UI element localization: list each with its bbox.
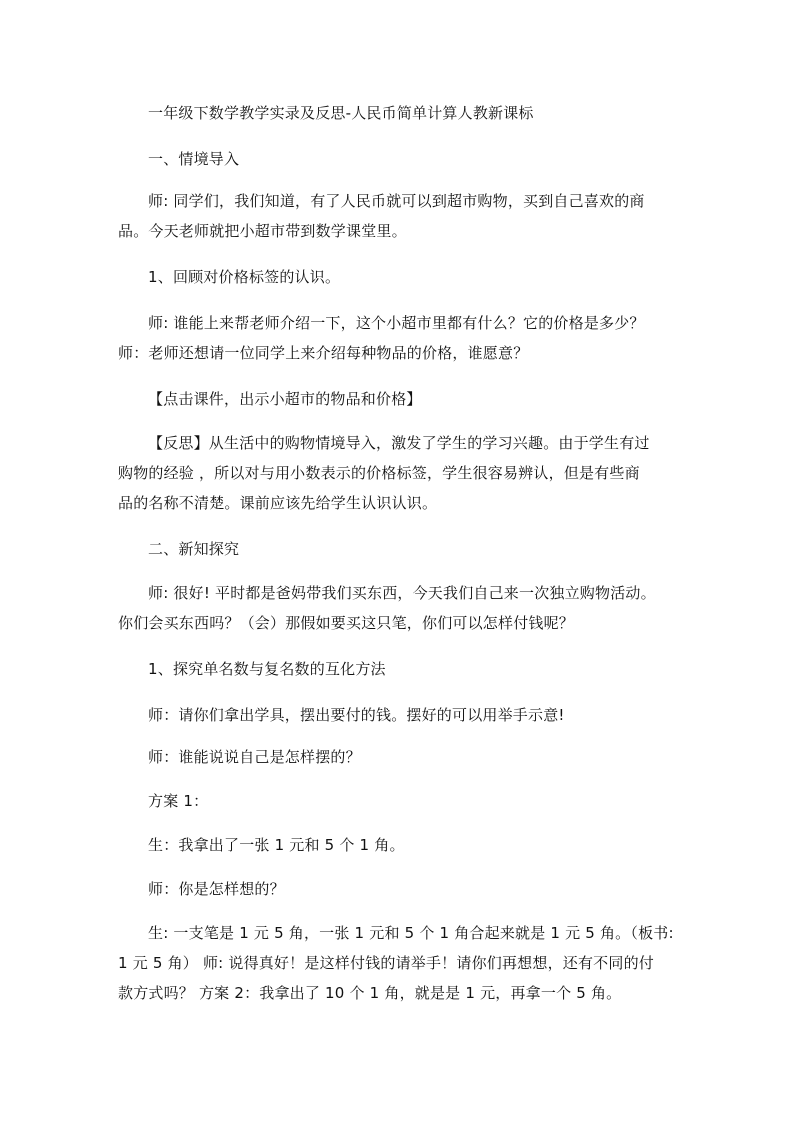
section-heading-explore	[118, 534, 708, 564]
final-line-3: 款方式吗？ 方案 2：我拿出了 10 个 1 角，就是是 1 元，再拿一个 5 角。	[118, 984, 622, 1002]
item-heading-price-tags	[118, 262, 708, 292]
explore-line-2: 你们会买东西吗？（会）那假如要买这只笔，你们可以怎样付钱呢？	[118, 614, 575, 632]
reflection-line-3: 品的名称不清楚。课前应该先给学生认识认识。	[118, 494, 438, 512]
explore-line-1: 师: 很好! 平时都是爸妈带我们买东西，今天我们自己来一次独立购物活动。	[148, 584, 656, 602]
paragraph-reflection	[118, 428, 678, 518]
teacher-line-ask	[118, 742, 708, 772]
intro-line-2: 品。今天老师就把小超市带到数学课堂里。	[118, 222, 407, 240]
final-line-1: 生: 一支笔是 1 元 5 角，一张 1 元和 5 个 1 角合起来就是 1 元 5 角。（板书:	[148, 924, 674, 942]
reflection-line-1: 【反思】从生活中的购物情境导入，激发了学生的学习兴趣。由于学生有过	[148, 434, 650, 452]
teacher-tools-text: 师：请你们拿出学具，摆出要付的钱。摆好的可以用举手示意!	[148, 706, 565, 724]
intro-line-1: 师: 同学们，我们知道，有了人民币就可以到超市购物，买到自己喜欢的商	[148, 192, 645, 210]
plan1-label-text: 方案 1：	[148, 792, 209, 810]
plan-1-label	[118, 786, 708, 816]
section1-heading-text: 一、情境导入	[148, 150, 240, 168]
section2-heading-text: 二、新知探究	[148, 540, 240, 558]
item2-heading-text: 1、探究单名数与复名数的互化方法	[148, 660, 386, 678]
question-line-1: 师: 谁能上来帮老师介绍一下，这个小超市里都有什么？它的价格是多少？	[148, 314, 645, 332]
teacher-line-think	[118, 874, 708, 904]
paragraph-explore	[118, 578, 678, 638]
student-line-plan1	[118, 830, 708, 860]
teacher-ask-text: 师：谁能说说自己是怎样摆的？	[148, 748, 361, 766]
section-heading-intro	[118, 144, 708, 174]
courseware-note-text: 【点击课件，出示小超市的物品和价格】	[148, 390, 422, 408]
final-line-2: 1 元 5 角） 师: 说得真好！是这样付钱的请举手！请你们再想想，还有不同的付	[118, 954, 654, 972]
question-line-2: 师：老师还想请一位同学上来介绍每种物品的价格，谁愿意？	[118, 344, 529, 362]
paragraph-final	[118, 918, 678, 1008]
teacher-line-tools	[118, 700, 708, 730]
document-title	[118, 98, 708, 128]
reflection-line-2: 购物的经验 ，所以对与用小数表示的价格标签，学生很容易辨认，但是有些商	[118, 464, 640, 482]
title-text: 一年级下数学教学实录及反思-人民币简单计算人教新课标	[148, 104, 534, 122]
paragraph-intro	[118, 186, 678, 246]
student-plan1-text: 生：我拿出了一张 1 元和 5 个 1 角。	[148, 836, 405, 854]
paragraph-question	[118, 308, 678, 368]
item-heading-conversion	[118, 654, 708, 684]
courseware-note	[118, 384, 708, 414]
teacher-think-text: 师：你是怎样想的？	[148, 880, 285, 898]
item1-heading-text: 1、回顾对价格标签的认识。	[148, 268, 341, 286]
